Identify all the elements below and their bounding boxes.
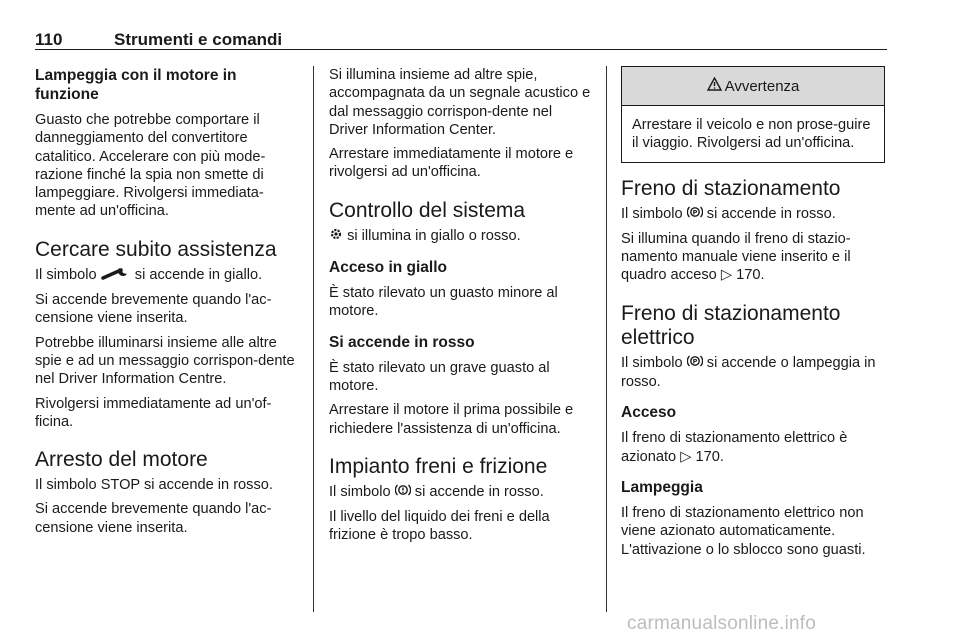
brake-warning-icon — [395, 483, 411, 502]
paragraph: Potrebbe illuminarsi insieme alle altre spie e ad un messaggio corrispon-dente nel Driver Information Centre. — [35, 334, 295, 388]
heading-stop: Arresto del motore — [35, 448, 208, 472]
column-2 — [329, 66, 595, 551]
column-3 — [621, 66, 887, 565]
warning-box — [621, 66, 885, 163]
paragraph: Arrestare immediatamente il motore e rivolgersi ad un'officina. — [329, 146, 574, 181]
warning-header — [622, 67, 884, 106]
paragraph: Si accende brevemente quando l'ac-censione viene inserita. — [35, 292, 272, 327]
header-divider — [35, 49, 887, 50]
paragraph: Il freno di stazionamento elettrico è azionato ▷ 170. — [621, 430, 848, 465]
watermark: carmanualsonline.info — [627, 613, 817, 634]
paragraph: Il simbolo P si accende in rosso. — [621, 205, 887, 224]
heading-yellow: Acceso in giallo — [329, 259, 448, 277]
svg-text:P: P — [692, 357, 698, 366]
wrench-icon — [101, 266, 131, 285]
heading-converter: Lampeggia con il motore in funzione — [35, 67, 237, 103]
paragraph: È stato rilevato un grave guasto al motore. — [329, 359, 550, 394]
paragraph: È stato rilevato un guasto minore al motore. — [329, 285, 558, 320]
page-reference[interactable]: 170. — [736, 267, 765, 284]
warning-text: Arrestare il veicolo e non prose-guire il viaggio. Rivolgersi ad un'officina. — [632, 117, 871, 152]
paragraph: Il simbolo STOP si accende in rosso. — [35, 477, 273, 494]
heading-brakes: Impianto freni e frizione — [329, 454, 548, 478]
heading-epb: Freno di stazionamento elettrico — [621, 301, 841, 349]
gear-icon — [329, 227, 343, 246]
paragraph: Il simbolo si accende in giallo. — [35, 266, 299, 285]
svg-text:P: P — [692, 207, 698, 216]
heading-parking: Freno di stazionamento — [621, 176, 841, 200]
heading-blink: Lampeggia — [621, 478, 703, 496]
paragraph: Il freno di stazionamento elettrico non viene azionato automaticamente. L'attivazione o lo sblocco sono guasti. — [621, 504, 866, 558]
parking-brake-icon — [687, 205, 703, 224]
paragraph: Guasto che potrebbe comportare il danneggiamento del convertitore catalitico. Accelerare con più mode-razione finché la spia non smette di lampeggiare. Rivolgersi immediata-mente ad un'officina. — [35, 112, 266, 220]
warning-triangle-icon — [707, 77, 722, 95]
paragraph: Rivolgersi immediatamente ad un'of-ficina. — [35, 395, 272, 430]
column-divider — [313, 66, 314, 612]
page-ref-arrow-icon: ▷ — [720, 267, 733, 284]
heading-on: Acceso — [621, 404, 677, 422]
heading-service: Cercare subito assistenza — [35, 237, 277, 261]
column-1 — [35, 66, 299, 543]
page-header — [35, 30, 887, 50]
paragraph: Il simbolo P si accende o lampeggia in rosso. — [621, 354, 876, 391]
paragraph: Si illumina quando il freno di stazio-namento manuale viene inserito e il quadro acceso ▷ 170. — [621, 230, 851, 284]
paragraph: Il simbolo si accende in rosso. — [329, 483, 595, 502]
parking-brake-icon — [687, 354, 703, 373]
paragraph: Si illumina insieme ad altre spie, accompagnata da un segnale acustico e dal messaggio corrispon-dente nel Driver Information Center. — [329, 67, 591, 138]
page-reference[interactable]: 170. — [695, 448, 724, 465]
heading-red: Si accende in rosso — [329, 333, 475, 351]
warning-title: Avvertenza — [724, 77, 800, 95]
page-ref-arrow-icon: ▷ — [680, 448, 692, 465]
paragraph: Si accende brevemente quando l'ac-censione viene inserita. — [35, 501, 272, 536]
section-title: Strumenti e comandi — [114, 30, 283, 49]
column-divider — [606, 66, 607, 612]
paragraph: Arrestare il motore il prima possibile e richiedere l'assistenza di un'officina. — [329, 402, 574, 437]
paragraph: si illumina in giallo o rosso. — [329, 227, 595, 246]
page-number: 110 — [35, 30, 63, 49]
heading-system: Controllo del sistema — [329, 198, 526, 222]
warning-body — [622, 106, 884, 162]
paragraph: Il livello del liquido dei freni e della frizione è tropo basso. — [329, 509, 550, 544]
